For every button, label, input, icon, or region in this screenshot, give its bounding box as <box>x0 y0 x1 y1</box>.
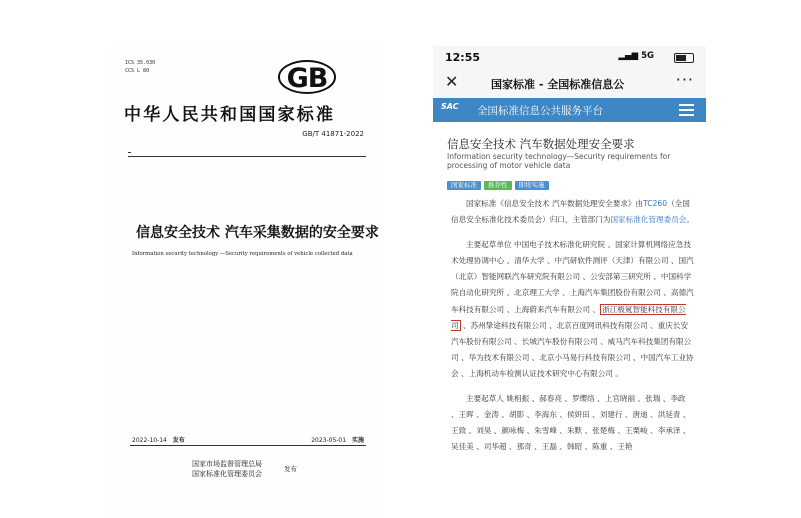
divider-line <box>128 156 366 157</box>
p2-text-b: 、上海蔚来汽车有限公司 、 <box>504 304 601 314</box>
highlighted-drafting-unit: 浙江极氪智能科技有限公司 <box>451 304 686 330</box>
phone-screenshot <box>433 46 706 518</box>
release-date-value: 2022-10-14 <box>132 437 167 444</box>
p1-text-b: （全国信息安全标准化技术委员会）归口，主管部门为 <box>451 199 690 225</box>
implement-word: 实施 <box>351 437 364 444</box>
standard-description <box>451 196 695 464</box>
issuer-samr: 国家市场监督管理总局 <box>192 460 262 468</box>
paragraph-management <box>451 196 695 228</box>
divider-mark <box>128 152 131 153</box>
tag-upcoming[interactable]: 即将实施 <box>515 181 549 190</box>
p2-text-c: 、苏州挚途科技有限公司 、北京百度网讯科技有限公司 、重庆长安汽车股份有限公司 、长城汽车股份有限公司 、威马汽车科技集团有限公司 、华为技术有限公司 、北京小马易行科技有限公司 、中国汽车工业协会 、上海机动车检测认证技术研究中心有限公司 。 <box>451 320 694 378</box>
battery-icon <box>674 53 694 63</box>
release-date <box>132 435 185 444</box>
signal-indicator: ▂▄▆ 5G <box>618 51 654 61</box>
paragraph-drafting-units <box>451 237 695 382</box>
issue-word: 发布 <box>284 465 297 473</box>
standard-title: 信息安全技术 汽车数据处理安全要求 <box>447 137 635 151</box>
standard-number: GB/T 41871-2022 <box>302 130 364 138</box>
site-name[interactable]: 全国标准信息公共服务平台 <box>477 105 603 117</box>
tc260-link[interactable]: TC260 <box>643 199 668 208</box>
close-icon[interactable]: ✕ <box>445 72 459 91</box>
ics-code: ICS 35.030 <box>125 60 156 66</box>
p2-text-a: 主要起草单位 中国电子技术标准化研究院 、国家计算机网络应急技术处理协调中心 、清华大学 、中汽研软件测评（天津）有限公司 、国汽（北京）智能网联汽车研究院有限公司 、公安部第三研究所 、中国科学院自动化研究所 、北京理工大学 、上海汽车集团股份有限公司 、 <box>451 240 694 298</box>
tag-national-standard[interactable]: 国家标准 <box>447 181 481 190</box>
issuer-sac: 国家标准化管理委员会 <box>192 470 262 478</box>
page-title: 国家标准 - 全国标准信息公 <box>491 78 625 91</box>
issuing-authorities <box>192 459 262 479</box>
implement-date <box>311 435 364 444</box>
standard-title-en: Information security technology—Security requirements for processing of motor vehicle data <box>447 152 671 170</box>
sac-link[interactable]: 国家标准化管理委员会 <box>610 215 687 225</box>
tag-list <box>447 172 552 189</box>
p1-text-a: 国家标准《信息安全技术 汽车数据处理安全要求》由 <box>466 199 644 208</box>
ccs-code: CCS L 80 <box>125 68 150 74</box>
more-options-icon[interactable]: ··· <box>675 70 694 89</box>
release-word: 发布 <box>172 437 185 444</box>
tag-recommended[interactable]: 推荐性 <box>484 181 512 190</box>
document-title-en: Information security technology —Security requirements of vehicle collected data <box>132 251 353 257</box>
status-bar <box>433 46 706 68</box>
sac-logo[interactable]: SAC <box>441 102 459 111</box>
battery-level <box>676 55 686 61</box>
gb-logo <box>278 60 336 94</box>
status-time: 12:55 <box>445 51 481 64</box>
p1-text-c: 。 <box>686 215 694 225</box>
paragraph-drafters: 主要起草人 姚相振 、郝春亮 、罗缨络 、上官晓丽 、张瑞 、李政 、王晖 、金涛 、胡影 、李海东 、侯妍田 、刘建行 、唐迪 、洪延青 、王致 、刘昊 、颜咏梅 、朱雪峰 、朱默 、张楚梅 、王栗峻 、李承泽 、吴佳美 、司华超 、那奇 、王磊 、韩昭 、陈重 、王艳 <box>451 394 691 452</box>
national-standard-title: 中华人民共和国国家标准 <box>124 105 336 125</box>
standard-cover-page <box>106 46 384 518</box>
implement-date-value: 2023-05-01 <box>311 437 347 444</box>
classification-codes <box>125 59 155 75</box>
document-title-cn: 信息安全技术 汽车采集数据的安全要求 <box>136 225 379 241</box>
browser-title-bar <box>433 68 706 98</box>
site-header <box>433 98 706 122</box>
svg-text:GB: GB <box>286 63 328 94</box>
menu-icon[interactable] <box>679 104 694 119</box>
drafting-unit-gaode: 高德汽车科技有限公司 <box>451 288 694 314</box>
network-type: 5G <box>641 51 654 61</box>
bottom-divider-line <box>130 445 366 446</box>
